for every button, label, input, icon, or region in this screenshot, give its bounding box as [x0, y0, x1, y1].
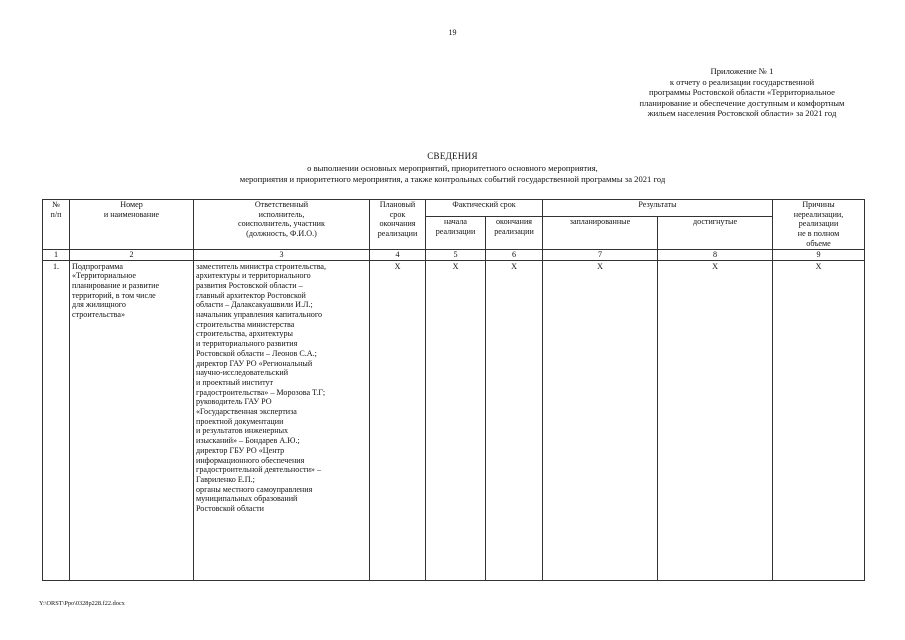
table-row	[43, 260, 865, 580]
document-subtitle	[0, 163, 905, 184]
row-achieved: Х	[658, 260, 773, 580]
column-number: 9	[773, 249, 865, 260]
header-fact-group: Фактический срок	[426, 200, 543, 217]
row-plan-end: Х	[370, 260, 426, 580]
row-responsible: заместитель министра строительства, архитектуры и территориального развития Ростовской области – главный архитектор Ростовской области – Далаксакуашвили И.Л.; начальник управления капитального строительства министерства строительства, архитектуры и территориального развития Ростовской области – Леонов С.А.; директор ГАУ РО «Региональный научно-исследовательский и проектный институт градостроительства» – Морозова Т.Г; руководитель ГАУ РО «Государственная экспертиза проектной документации и результатов инженерных изысканий» – Бондарев А.Ю.; директор ГБУ РО «Центр информационного обеспечения градостроительной деятельности» – Гавриленко Е.П.; органы местного самоуправления муниципальных образований Ростовской области	[194, 260, 370, 580]
header-plan-end: Плановый срок окончания реализации	[370, 200, 426, 250]
appendix-line: Приложение № 1	[710, 66, 774, 76]
appendix-line: к отчету о реализации государственной	[669, 76, 815, 87]
header-results-group: Результаты	[543, 200, 773, 217]
appendix-line: программы Ростовской области «Территориальное	[649, 87, 835, 98]
header-planned: запланированные	[543, 217, 658, 249]
header-responsible: Ответственный исполнитель, соисполнитель, участник (должность, Ф.И.О.)	[194, 200, 370, 250]
header-achieved: достигнутые	[658, 217, 773, 249]
page-number: 19	[448, 28, 457, 37]
header-reasons: Причины нереализации, реализации не в полном объеме	[773, 200, 865, 250]
row-name: Подпрограмма «Территориальное планирование и развитие территорий, в том числе для жилищного строительства»	[70, 260, 194, 580]
header-name: Номер и наименование	[70, 200, 194, 250]
column-number: 2	[70, 249, 194, 260]
column-number: 3	[194, 249, 370, 260]
appendix-note	[597, 66, 887, 119]
document-title: СВЕДЕНИЯ	[427, 151, 478, 161]
header-row	[43, 200, 865, 217]
appendix-line: жильем населения Ростовской области» за 2021 год	[647, 108, 837, 119]
column-number: 7	[543, 249, 658, 260]
column-number: 8	[658, 249, 773, 260]
subtitle-line: мероприятия и приоритетного мероприятия, а также контрольных событий государственной программы за 2021 год	[239, 173, 666, 184]
column-number-row	[43, 249, 865, 260]
subtitle-line: о выполнении основных мероприятий, приоритетного основного мероприятия,	[307, 163, 598, 173]
row-reasons: Х	[773, 260, 865, 580]
footer-file-path: Y:\ORST\Ppo\0328p228.f22.docx	[39, 600, 125, 607]
report-table	[42, 199, 865, 581]
header-fact-start: начала реализации	[426, 217, 486, 249]
row-fact-start: Х	[426, 260, 486, 580]
column-number: 5	[426, 249, 486, 260]
header-fact-end: окончания реализации	[486, 217, 543, 249]
column-number: 1	[43, 249, 70, 260]
row-number: 1.	[43, 260, 70, 580]
column-number: 6	[486, 249, 543, 260]
row-planned: Х	[543, 260, 658, 580]
row-fact-end: Х	[486, 260, 543, 580]
column-number: 4	[370, 249, 426, 260]
header-number: № п/п	[43, 200, 70, 250]
appendix-line: планирование и обеспечение доступным и комфортным	[639, 97, 845, 108]
